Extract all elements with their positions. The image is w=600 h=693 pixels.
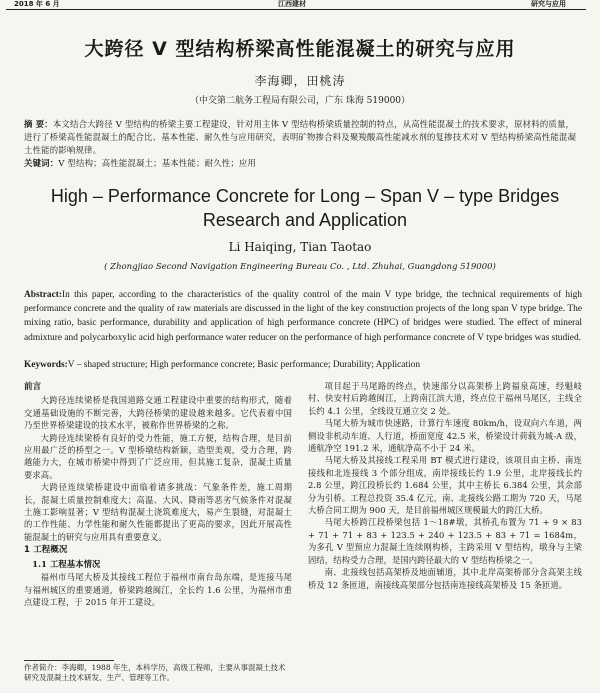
keywords-chinese-label: 关键词： — [24, 158, 59, 168]
header-section: 研究与应用 — [531, 0, 566, 8]
body-paragraph: 马尾大桥及其接线工程采用 BT 模式进行建设，该项目由主桥、南连接线和北连接线 3 个部分组成，南岸接线长约 1.9 公里，北岸接线长约 2.8 公里，跨江段桥长约 1.684 公里，其中主桥长 6.384 公里，其余部分为引桥。工程总投资 35.4 亿元，南、北接线公路工期为 720 天，马尾大桥合同工期为 900 天，是目前福州城区规模最大的跨江大桥。 — [308, 455, 582, 516]
abstract-chinese — [24, 118, 582, 157]
keywords-english-label: Keywords: — [24, 360, 68, 370]
body-column-right — [308, 380, 582, 591]
footnote-rule — [24, 660, 114, 661]
body-paragraph: 项目起于马尾路的终点，快速部分以高架桥上跨福泉高速，经魁岐村、快安村后跨越闽江，上跨南江滨大道，终点位于福州马尾区，主线全长约 4.1 公里，全线设互通立交 2 处。 — [308, 381, 582, 416]
title-english: High – Performance Concrete for Long – Span V – type Bridges Research and Application — [50, 186, 560, 230]
keywords-chinese — [24, 157, 582, 170]
body-paragraph: 南、北接线包括高架桥及地面辅道，其中北岸高架桥部分含高架主线桥及 12 条匝道，南接线高架部分包括南连接线高架桥及 15 条匝道。 — [308, 567, 582, 590]
abstract-english — [24, 288, 582, 345]
affiliation-chinese: （中交第二航务工程局有限公司，广东 珠海 519000） — [189, 96, 411, 106]
abstract-chinese-text: 本文结合大跨径 V 型结构的桥梁主要工程建设，针对用主体 V 型结构桥梁质量控制的特点，从高性能混凝土的技术要求，原材料的质量，进行了桥梁高性能混凝土的配合比、基本性能、耐久性与应用研究，表明矿物掺合料及聚羧酸高性能减水剂的复掺技术对 V 型结构桥梁高性能混凝土性能的影响规律。 — [24, 119, 577, 155]
body-paragraph: 大跨径连续梁桥建设中面临着诸多挑战：气象条件差，施工周期长，混凝土质量控制难度大；高温、大风、降雨等恶劣气候条件对混凝土施工影响显著；V 型结构混凝土浇筑难度大，易产生裂缝，对混凝土的工作性能、力学性能和耐久性能都提出了更高的要求，因此开展高性能混凝土的研究与应用具有重要意义。 — [24, 482, 292, 542]
header-rule — [6, 9, 586, 10]
authors-chinese: 李海卿，田桃涛 — [254, 74, 346, 88]
body-paragraph: 大跨径连续梁桥有良好的受力性能，施工方便，结构合理，是目前应用最广泛的桥型之一。V 型桥墩结构新颖，造型美观，受力合理，跨越能力大，在城市桥梁中得到了广泛应用，但其施工复杂，混凝土质量要求高。 — [24, 432, 292, 480]
keywords-english — [24, 359, 582, 371]
header-journal: 江西建材 — [278, 0, 306, 8]
body-column-left — [24, 380, 292, 608]
abstract-english-label: Abstract: — [24, 290, 63, 300]
title-chinese: 大跨径 V 型结构桥梁高性能混凝土的研究与应用 — [84, 38, 516, 60]
header-date: 2018 年 6 月 — [14, 0, 60, 8]
running-header — [0, 0, 600, 10]
abstract-english-text: In this paper, according to the characteristics of the quality control of the main V type bridge, the technical requirements of high performance concrete and the quality of raw materials are discussed in the light of the key construction projects of the long span V type bridge. The mixing ratio, basic performance, durability and application of high performance concrete (HPC) of bridges were studied. The effect of mineral admixture and polycarboxylic acid high performance water reducer on the performance of high performance concrete of V type bridges was studied. — [24, 290, 582, 343]
authors-english: Li Haiqing, Tian Taotao — [228, 240, 372, 254]
subsection-heading: 1.1 工程基本情况 — [32, 558, 101, 569]
abstract-chinese-label: 摘 要： — [24, 119, 53, 129]
section-heading: 1 工程概况 — [24, 545, 68, 556]
keywords-english-text: V – shaped structure; High performance concrete; Basic performance; Durability; Application — [67, 360, 421, 370]
body-paragraph: 大跨径连续梁桥是我国道路交通工程建设中重要的结构形式，随着交通基础设施的不断完善，大跨径桥梁的建设越来越多。它代表着中国乃至世界桥梁建设的技术水平，被称作世界桥梁的之称。 — [24, 395, 292, 431]
author-footnote: 作者简介：李海卿，1988 年生，本科学历，高级工程师，主要从事混凝土技术研究及混凝土技术研发、生产、管理等工作。 — [24, 663, 286, 682]
affiliation-english: ( Zhongjiao Second Navigation Engineering Bureau Co. , Ltd. Zhuhai, Guangdong 519000) — [104, 262, 496, 272]
body-paragraph: 福州市马尾大桥及其接线工程位于福州市南台岛东端，是连接马尾与福州城区的重要通道，桥梁跨越闽江，全长约 1.6 公里，为福州市重点建设工程，于 2015 年开工建设。 — [24, 572, 292, 607]
body-paragraph: 马尾大桥为城市快速路，计算行车速度 80km/h，设双向六车道，两侧设非机动车道、人行道，桥面宽度 42.5 米，桥梁设计荷载为城-A 级，通航净空 191.2 米，通航净高不小于 24 米。 — [308, 418, 582, 454]
preface-heading: 前言 — [24, 382, 42, 392]
keywords-chinese-text: V 型结构；高性能混凝土；基本性能；耐久性；应用 — [58, 158, 257, 168]
body-paragraph: 马尾大桥跨江段桥梁包括 1～18#墩，其桥孔布置为 71 + 9 × 83 + 71 + 71 + 83 + 123.5 + 240 + 123.5 + 83 + 71 = 1684m，为多孔 V 型预应力混凝土连续刚构桥，主跨采用 V 型结构，墩身与主梁固结，结构受力合理，是国内跨径最大的 V 型结构桥梁之一。 — [308, 517, 582, 565]
